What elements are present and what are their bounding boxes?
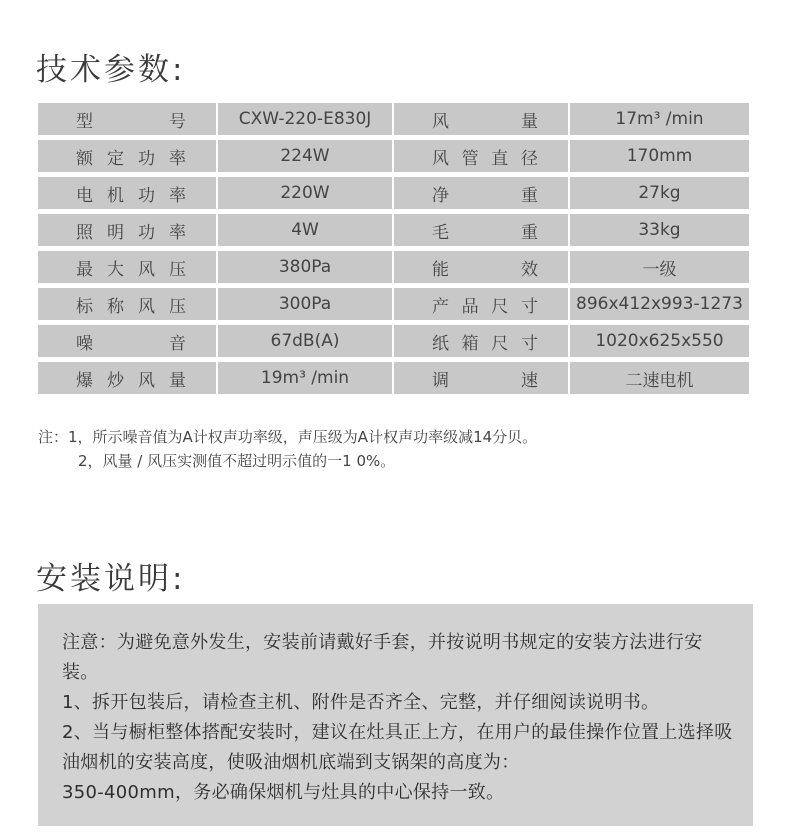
spec-value: 67dB(A) (218, 325, 392, 357)
spec-row (38, 362, 749, 394)
install-step-2: 2、当与橱柜整体搭配安装时，建议在灶具正上方，在用户的最佳操作位置上选择吸油烟机的安装高度，使吸油烟机底端到支锅架的高度为： (62, 722, 733, 773)
spec-label: 标 称 风 压 (38, 288, 216, 320)
spec-label: 额 定 功 率 (38, 140, 216, 172)
install-step-1: 1、拆开包装后，请检查主机、附件是否齐全、完整，并仔细阅读说明书。 (62, 692, 660, 713)
spec-row (38, 214, 749, 246)
spec-value: 27kg (570, 177, 749, 209)
spec-label: 最 大 风 压 (38, 251, 216, 283)
spec-value: 896x412x993-1273 (570, 288, 749, 320)
spec-label: 纸 箱 尺 寸 (394, 325, 568, 357)
spec-value: 一级 (570, 251, 749, 283)
install-caution: 注意：为避免意外发生，安装前请戴好手套，并按说明书规定的安装方法进行安装。 (62, 632, 703, 683)
spec-label: 照 明 功 率 (38, 214, 216, 246)
spec-value: 1020x625x550 (570, 325, 749, 357)
spec-label: 产 品 尺 寸 (394, 288, 568, 320)
specs-title: 技术参数: (36, 52, 186, 88)
spec-row (38, 103, 749, 135)
spec-label: 毛 重 (394, 214, 568, 246)
spec-row (38, 251, 749, 283)
specs-table (36, 98, 751, 399)
spec-label: 风 管 直 径 (394, 140, 568, 172)
spec-value: 380Pa (218, 251, 392, 283)
spec-label: 能 效 (394, 251, 568, 283)
spec-value: 300Pa (218, 288, 392, 320)
install-title: 安装说明: (36, 561, 186, 597)
spec-value: 4W (218, 214, 392, 246)
install-instructions (38, 604, 753, 826)
spec-row (38, 288, 749, 320)
note-line-1: 注：1，所示噪音值为A计权声功率级，声压级为A计权声功率级减14分贝。 (38, 428, 538, 446)
spec-value: CXW-220-E830J (218, 103, 392, 135)
install-height: 350-400mm，务必确保烟机与灶具的中心保持一致。 (62, 782, 505, 803)
spec-label: 风 量 (394, 103, 568, 135)
spec-row (38, 325, 749, 357)
spec-label: 型 号 (38, 103, 216, 135)
spec-label: 爆 炒 风 量 (38, 362, 216, 394)
spec-label: 调 速 (394, 362, 568, 394)
spec-label: 噪 音 (38, 325, 216, 357)
note-line-2: 2，风量 / 风压实测值不超过明示值的一1 0%。 (78, 452, 396, 470)
spec-label: 净 重 (394, 177, 568, 209)
notes (38, 425, 758, 473)
spec-value: 19m³ /min (218, 362, 392, 394)
spec-value: 17m³ /min (570, 103, 749, 135)
spec-value: 33kg (570, 214, 749, 246)
spec-row (38, 177, 749, 209)
spec-label: 电 机 功 率 (38, 177, 216, 209)
spec-value: 220W (218, 177, 392, 209)
spec-value: 170mm (570, 140, 749, 172)
spec-value: 224W (218, 140, 392, 172)
spec-row (38, 140, 749, 172)
spec-value: 二速电机 (570, 362, 749, 394)
